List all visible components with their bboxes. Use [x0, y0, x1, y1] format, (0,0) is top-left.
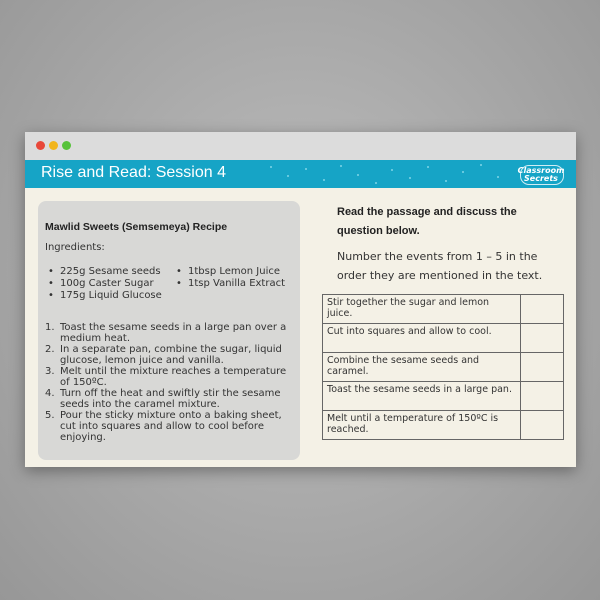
recipe-panel — [38, 201, 300, 460]
table-row — [323, 353, 564, 382]
ingredient-item: • 1tbsp Lemon Juice — [188, 266, 280, 278]
answer-box[interactable] — [521, 411, 564, 440]
close-window-icon[interactable] — [36, 141, 45, 150]
task-instruction-bold: Read the passage and discuss the question below. — [337, 206, 517, 237]
slide-header — [25, 160, 576, 188]
event-text: Toast the sesame seeds in a large pan. — [323, 382, 521, 411]
maximize-window-icon[interactable] — [62, 141, 71, 150]
event-text: Combine the sesame seeds and caramel. — [323, 353, 521, 382]
ordering-table — [322, 294, 564, 440]
task-instruction: Number the events from 1 – 5 in the order they are mentioned in the text. — [337, 250, 543, 282]
recipe-steps — [45, 322, 297, 443]
ingredient-item: • 225g Sesame seeds — [60, 266, 161, 278]
answer-box[interactable] — [521, 295, 564, 324]
table-row — [323, 382, 564, 411]
classroom-secrets-logo: Classroom Secrets — [517, 166, 565, 183]
event-text: Melt until a temperature of 150ºC is reached. — [323, 411, 521, 440]
answer-box[interactable] — [521, 324, 564, 353]
ingredients-label: Ingredients: — [45, 242, 105, 253]
recipe-step: 5. Pour the sticky mixture onto a baking sheet, cut into squares and allow to cool before enjoying. — [45, 410, 282, 443]
answer-box[interactable] — [521, 353, 564, 382]
event-text: Stir together the sugar and lemon juice. — [323, 295, 521, 324]
minimize-window-icon[interactable] — [49, 141, 58, 150]
recipe-title: Mawlid Sweets (Semsemeya) Recipe — [45, 221, 228, 233]
table-row — [323, 295, 564, 324]
event-text: Cut into squares and allow to cool. — [323, 324, 521, 353]
ingredient-item: • 175g Liquid Glucose — [60, 290, 162, 302]
slide-window — [25, 132, 576, 467]
table-row — [323, 411, 564, 440]
window-titlebar — [25, 132, 576, 160]
page-title: Rise and Read: Session 4 — [41, 164, 226, 181]
answer-box[interactable] — [521, 382, 564, 411]
recipe-step: 2. In a separate pan, combine the sugar, liquid glucose, lemon juice and vanilla. — [45, 344, 282, 366]
table-row — [323, 324, 564, 353]
recipe-step: 4. Turn off the heat and swiftly stir the sesame seeds into the caramel mixture. — [45, 388, 281, 410]
recipe-step: 1. Toast the sesame seeds in a large pan over a medium heat. — [45, 322, 287, 344]
ingredient-item: • 1tsp Vanilla Extract — [188, 278, 285, 290]
ingredient-item: • 100g Caster Sugar — [60, 278, 154, 290]
recipe-step: 3. Melt until the mixture reaches a temperature of 150ºC. — [45, 366, 287, 388]
